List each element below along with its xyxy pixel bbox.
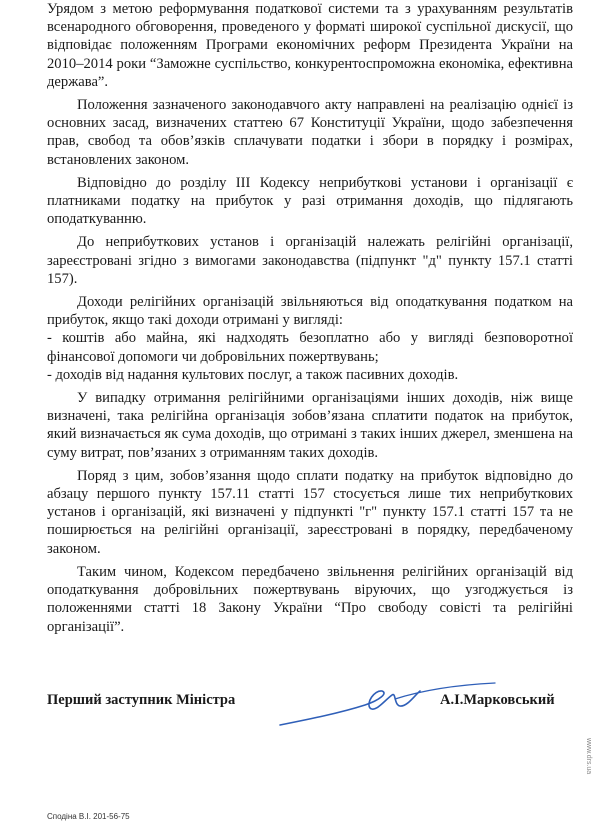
paragraph-2: Положення зазначеного законодавчого акту направлені на реалізацію однієї із основних засад, визначених статтею 67 Конституції України, щодо забезпечення прав, свобод та обов’язків сплачувати податки і збори в порядку і розмірах, встановлених законом. — [47, 97, 573, 168]
list-item-1: - коштів або майна, які надходять безоплатно або у вигляді безповоротної фінансової допомоги чи добровільних пожертвувань; — [47, 330, 573, 365]
paragraph-3: Відповідно до розділу ІІІ Кодексу неприбуткові установи і організації є платниками податку на прибуток у разі отримання доходів, що підлягають оподаткуванню. — [47, 174, 573, 228]
executor-contact: Сподіна В.І. 201-56-75 — [47, 812, 130, 821]
paragraph-7: Поряд з цим, зобов’язання щодо сплати податку на прибуток відповідно до абзацу першого пункту 157.11 статті 157 стосується лише тих неприбуткових установ і організацій, які визначені у підпункті "г" пункту 157.1 статті 157 та не поширюється на релігійні організації, зареєстровані в порядку, передбаченому законом. — [47, 467, 573, 557]
paragraph-5: Доходи релігійних організацій звільняються від оподаткування податком на прибуток, якщо такі доходи отримані у вигляді: — [47, 294, 573, 329]
paragraph-1: Урядом з метою реформування податкової системи та з урахуванням результатів всенародного обговорення, проведеного у форматі широкої суспільної дискусії, що відповідає положенням Програми економічних реформ Президента України на 2010–2014 роки “Заможне суспільство, конкурентоспроможна економіка, ефективна держава”. — [47, 1, 573, 90]
signature-block — [0, 680, 600, 760]
list-item-2: - доходів від надання культових послуг, а також пасивних доходів. — [47, 366, 459, 383]
watermark-text: www.drs.ua — [585, 738, 592, 775]
paragraph-8: Таким чином, Кодексом передбачено звільнення релігійних організацій від оподаткування добровільних пожертвувань віруючих, що узгоджується із положеннями статті 18 Закону України “Про свободу совісті та релігійні організації”. — [47, 563, 573, 635]
signer-title: Перший заступник Міністра — [47, 692, 236, 708]
paragraph-4: До неприбуткових установ і організацій належать релігійні організації, зареєстровані згідно з вимогами законодавства (підпункт "д" пункту 157.1 статті 157). — [47, 234, 573, 287]
signer-name: А.І.Марковський — [440, 692, 555, 708]
paragraph-6: У випадку отримання релігійними організаціями інших доходів, ніж вище визначені, така релігійна організація зобов’язана сплатити податок на прибуток, який визначається як сума доходів, що отримані з таких інших джерел, зменшена на суму витрат, пов’язаних з отриманням таких доходів. — [47, 390, 573, 461]
site-watermark — [584, 738, 594, 798]
signature-stroke-1 — [280, 691, 420, 725]
letter-body — [47, 0, 573, 636]
